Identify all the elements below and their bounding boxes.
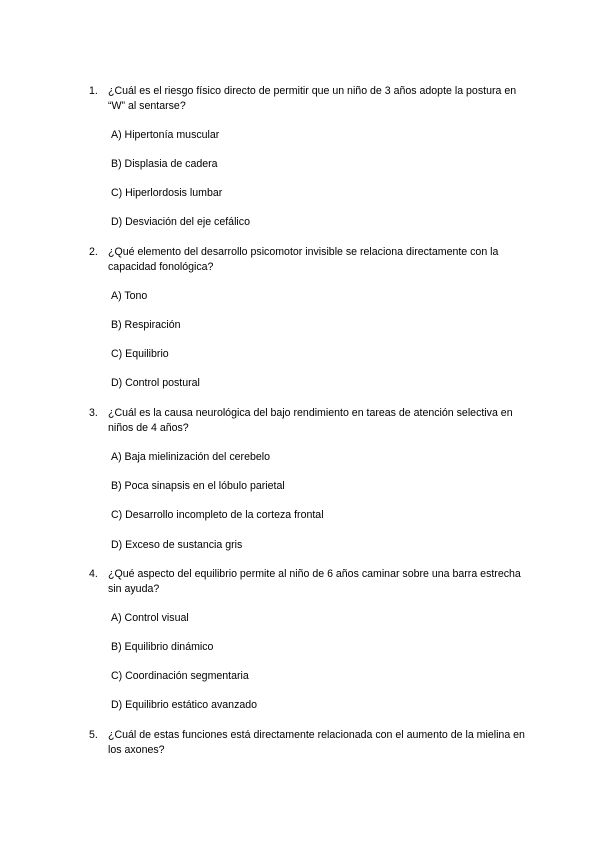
question-text: ¿Qué aspecto del equilibrio permite al niño de 6 años caminar sobre una barra estrecha sin ayuda?	[108, 568, 521, 595]
question-4-option-a: A) Control visual	[111, 612, 189, 624]
question-3-option-c: C) Desarrollo incompleto de la corteza frontal	[111, 509, 324, 521]
question-2-option-b: B) Respiración	[111, 319, 181, 331]
question-3-option-a: A) Baja mielinización del cerebelo	[111, 451, 270, 463]
question-3-option-d: D) Exceso de sustancia gris	[111, 539, 243, 551]
question-number: 5.	[89, 729, 98, 741]
question-1-option-a: A) Hipertonía muscular	[111, 129, 220, 141]
question-text: ¿Cuál es la causa neurológica del bajo rendimiento en tareas de atención selectiva en niños de 4 años?	[108, 407, 513, 434]
question-1-option-d: D) Desviación del eje cefálico	[111, 216, 250, 228]
question-1-option-b: B) Displasia de cadera	[111, 158, 218, 170]
question-2-option-c: C) Equilibrio	[111, 348, 169, 360]
question-number: 4.	[89, 568, 98, 580]
question-2-option-d: D) Control postural	[111, 377, 200, 389]
question-text: ¿Cuál es el riesgo físico directo de permitir que un niño de 3 años adopte la postura en “W” al sentarse?	[108, 85, 517, 112]
question-text: ¿Cuál de estas funciones está directamente relacionada con el aumento de la mielina en los axones?	[108, 729, 525, 756]
question-text: ¿Qué elemento del desarrollo psicomotor invisible se relaciona directamente con la capacidad fonológica?	[108, 246, 499, 273]
question-4-option-d: D) Equilibrio estático avanzado	[111, 699, 258, 711]
question-number: 2.	[89, 246, 98, 258]
question-number: 3.	[89, 407, 98, 419]
question-3-option-b: B) Poca sinapsis en el lóbulo parietal	[111, 480, 285, 492]
question-2-option-a: A) Tono	[111, 290, 148, 302]
question-4-option-c: C) Coordinación segmentaria	[111, 670, 249, 682]
question-1-option-c: C) Hiperlordosis lumbar	[111, 187, 223, 199]
question-4-option-b: B) Equilibrio dinámico	[111, 641, 214, 653]
question-number: 1.	[89, 85, 98, 97]
